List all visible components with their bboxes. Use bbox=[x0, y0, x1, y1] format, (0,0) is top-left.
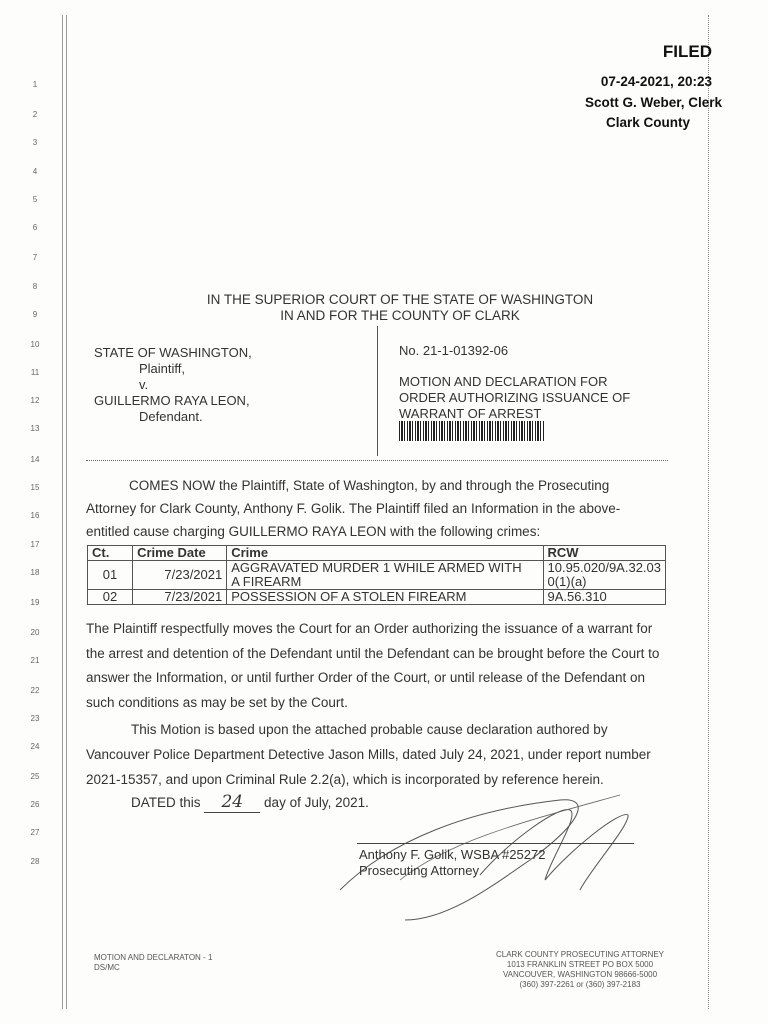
motion-line-4: such conditions as may be set by the Court. bbox=[86, 694, 348, 710]
document-title bbox=[399, 374, 630, 422]
line-number: 3 bbox=[32, 138, 38, 147]
line-number: 23 bbox=[30, 714, 40, 723]
line-number: 25 bbox=[30, 772, 40, 781]
header-crime: Crime bbox=[227, 546, 543, 561]
filed-stamp: FILED bbox=[662, 42, 712, 61]
caption-bottom-rule bbox=[86, 460, 668, 461]
rcw-line-2: 0(1)(a) bbox=[547, 574, 587, 589]
line-number: 5 bbox=[32, 195, 38, 204]
cell-crime: POSSESSION OF A STOLEN FIREARM bbox=[227, 590, 543, 605]
footer-left bbox=[94, 953, 212, 973]
line-number: 27 bbox=[30, 828, 40, 837]
crimes-table bbox=[87, 545, 666, 605]
case-number: No. 21-1-01392-06 bbox=[399, 343, 509, 358]
motion-line-1: The Plaintiff respectfully moves the Court for an Order authorizing the issuance of a warrant for bbox=[86, 621, 653, 636]
defendant-role: Defendant. bbox=[139, 409, 203, 424]
clerk-name: Scott G. Weber, Clerk bbox=[584, 95, 722, 110]
line-number: 14 bbox=[30, 455, 40, 464]
line-number: 18 bbox=[30, 568, 40, 577]
header-rcw: RCW bbox=[543, 546, 666, 561]
cell-rcw: 9A.56.310 bbox=[543, 590, 666, 605]
court-line-1: IN THE SUPERIOR COURT OF THE STATE OF WASHINGTON bbox=[206, 292, 594, 307]
line-number: 6 bbox=[32, 223, 38, 232]
table-row bbox=[88, 561, 666, 590]
line-number: 24 bbox=[30, 742, 40, 751]
intro-line-2: Attorney for Clark County, Anthony F. Golik. The Plaintiff filed an Information in the above- bbox=[86, 501, 621, 516]
footer-doc-title: MOTION AND DECLARATON - 1 bbox=[94, 953, 213, 962]
line-number: 28 bbox=[30, 857, 40, 866]
table-row bbox=[88, 590, 666, 605]
basis-line-3: 2021-15357, and upon Criminal Rule 2.2(a), which is incorporated by reference herein. bbox=[86, 772, 604, 787]
clerk-county: Clark County bbox=[605, 115, 690, 130]
court-line-2: IN AND FOR THE COUNTY OF CLARK bbox=[280, 308, 520, 323]
line-number: 9 bbox=[32, 310, 38, 319]
line-number: 13 bbox=[30, 424, 40, 433]
office-street: 1013 FRANKLIN STREET PO BOX 5000 bbox=[506, 960, 654, 969]
title-line-2: ORDER AUTHORIZING ISSUANCE OF bbox=[399, 390, 631, 405]
intro-line-3: entitled cause charging GUILLERMO RAYA LEON with the following crimes: bbox=[86, 524, 541, 539]
title-line-3: WARRANT OF ARREST bbox=[399, 406, 542, 421]
cell-date: 7/23/2021 bbox=[133, 590, 227, 605]
crime-line-1: AGGRAVATED MURDER 1 WHILE ARMED WITH bbox=[231, 560, 522, 575]
plaintiff-role: Plaintiff, bbox=[139, 361, 186, 376]
signature-line bbox=[357, 843, 634, 844]
line-number: 10 bbox=[30, 340, 40, 349]
cell-count: 02 bbox=[88, 590, 133, 605]
barcode bbox=[399, 421, 544, 441]
line-number: 1 bbox=[32, 80, 38, 89]
crime-line-2: A FIREARM bbox=[231, 574, 302, 589]
line-number: 19 bbox=[30, 598, 40, 607]
motion-line-2: the arrest and detention of the Defendant until the Defendant can be brought before the Court to bbox=[86, 645, 660, 661]
line-number: 4 bbox=[32, 167, 38, 176]
office-name: CLARK COUNTY PROSECUTING ATTORNEY bbox=[495, 950, 665, 959]
cell-count: 01 bbox=[88, 561, 133, 590]
right-margin-line bbox=[708, 15, 709, 1009]
table-header-row bbox=[88, 546, 666, 561]
line-number: 2 bbox=[32, 110, 38, 119]
cell-rcw bbox=[543, 561, 666, 590]
office-city: VANCOUVER, WASHINGTON 98666-5000 bbox=[502, 970, 658, 979]
filed-datetime: 07-24-2021, 20:23 bbox=[600, 74, 712, 89]
line-number: 12 bbox=[30, 396, 40, 405]
cell-date: 7/23/2021 bbox=[133, 561, 227, 590]
left-margin-line-inner bbox=[66, 15, 67, 1009]
motion-paragraph bbox=[86, 617, 686, 715]
caption-parties bbox=[94, 345, 252, 425]
line-number: 26 bbox=[30, 800, 40, 809]
signature-block bbox=[359, 847, 545, 879]
line-number: 21 bbox=[30, 656, 40, 665]
line-number: 11 bbox=[30, 368, 40, 377]
rcw-line-1: 10.95.020/9A.32.03 bbox=[547, 560, 661, 575]
defendant-name: GUILLERMO RAYA LEON, bbox=[94, 393, 250, 408]
line-number: 22 bbox=[30, 686, 40, 695]
line-number: 20 bbox=[30, 628, 40, 637]
plaintiff-name: STATE OF WASHINGTON, bbox=[94, 345, 252, 360]
dated-day: 24 bbox=[204, 792, 260, 813]
intro-paragraph bbox=[86, 474, 686, 543]
line-number: 17 bbox=[30, 540, 40, 549]
signer-title: Prosecuting Attorney bbox=[359, 863, 479, 878]
office-phone: (360) 397-2261 or (360) 397-2183 bbox=[519, 980, 641, 989]
footer-office bbox=[470, 950, 690, 990]
dated-suffix: day of July, 2021. bbox=[264, 795, 369, 810]
left-margin-line bbox=[62, 15, 63, 1009]
line-number: 15 bbox=[30, 483, 40, 492]
basis-line-2: Vancouver Police Department Detective Jason Mills, dated July 24, 2021, under report number bbox=[86, 747, 651, 762]
title-line-1: MOTION AND DECLARATION FOR bbox=[399, 374, 608, 389]
signer-name: Anthony F. Golik, WSBA #25272 bbox=[359, 847, 546, 862]
intro-line-1: COMES NOW the Plaintiff, State of Washington, by and through the Prosecuting bbox=[129, 478, 610, 493]
court-title bbox=[120, 292, 680, 324]
line-number: 7 bbox=[32, 253, 38, 262]
line-number: 8 bbox=[32, 282, 38, 291]
header-count: Ct. bbox=[88, 546, 133, 561]
basis-line-1: This Motion is based upon the attached probable cause declaration authored by bbox=[131, 722, 608, 737]
caption-divider bbox=[377, 326, 378, 456]
motion-line-3: answer the Information, or until further Order of the Court, or until release of the Defendant on bbox=[86, 670, 646, 685]
versus: v. bbox=[139, 377, 149, 392]
cell-crime bbox=[227, 561, 543, 590]
dated-prefix: DATED this bbox=[131, 795, 201, 810]
footer-initials: DS/MC bbox=[94, 963, 120, 972]
line-number: 16 bbox=[30, 511, 40, 520]
header-crime-date: Crime Date bbox=[133, 546, 227, 561]
